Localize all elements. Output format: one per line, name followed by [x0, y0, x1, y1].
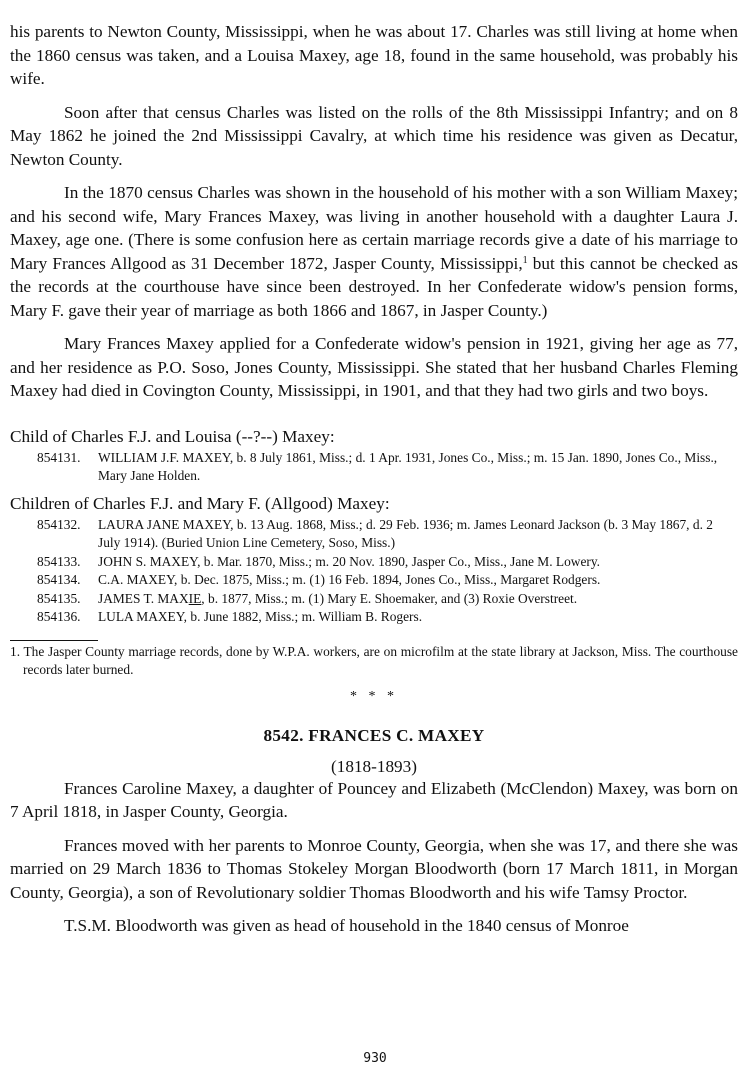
page-number: 930	[363, 1051, 387, 1066]
footnote-divider	[10, 640, 98, 641]
children-list	[37, 516, 738, 627]
entry-text: LAURA JANE MAXEY, b. 13 Aug. 1868, Miss.; d. 29 Feb. 1936; m. James Leonard Jackson (b. 3 May 1867, d. 2 July 1914). (Buried Union Line Cemetery, Soso, Miss.)	[98, 516, 713, 550]
section-title: 8542. FRANCES C. MAXEY	[263, 725, 485, 745]
entry-number: 854133.	[37, 553, 81, 569]
genealogy-entry	[37, 449, 738, 486]
genealogy-entry	[37, 553, 738, 572]
footnote: 1. The Jasper County marriage records, done by W.P.A. workers, are on microfilm at the state library at Jackson, Miss. The courthouse records later burned.	[10, 643, 738, 677]
entry-text: C.A. MAXEY, b. Dec. 1875, Miss.; m. (1) 16 Feb. 1894, Jones Co., Miss., Margaret Rodgers.	[98, 572, 601, 587]
body-paragraph: his parents to Newton County, Mississippi, when he was about 17. Charles was still living at home when the 1860 census was taken, and a Louisa Maxey, age 18, found in the same household, was probably his wife.	[10, 22, 738, 88]
entry-number: 854132.	[37, 516, 81, 532]
genealogy-entry	[37, 608, 738, 627]
genealogy-entry	[37, 516, 738, 553]
paragraph-text: In the 1870 census Charles was shown in the household of his mother with a son William Maxey; and his second wife, Mary Frances Maxey, was living in another household with a daughter Laura J. Maxey, age one. (There is some confusion here as certain marriage records give a date of his marriage to Mary Frances Allgood as 31 December 1872, Jasper County, Mississippi,	[10, 183, 738, 273]
entry-text: WILLIAM J.F. MAXEY, b. 8 July 1861, Miss.; d. 1 Apr. 1931, Jones Co., Miss.; m. 15 Jan. 1890, Jones Co., Miss., Mary Jane Holden.	[98, 449, 718, 483]
entry-text: JOHN S. MAXEY, b. Mar. 1870, Miss.; m. 20 Nov. 1890, Jasper Co., Miss., Jane M. Lowery.	[98, 553, 601, 569]
body-paragraph: Soon after that census Charles was listed on the rolls of the 8th Mississippi Infantry; and on 8 May 1862 he joined the 2nd Mississippi Cavalry, at which time his residence was given as Decatur, Newton County.	[10, 102, 738, 169]
entry-number: 854136.	[37, 609, 81, 624]
entry-number: 854134.	[37, 572, 81, 587]
underlined-text: IE	[188, 590, 202, 606]
section-separator: * * *	[350, 688, 398, 704]
body-paragraph	[10, 181, 738, 322]
entry-number: 854131.	[37, 449, 81, 465]
body-paragraph: Frances moved with her parents to Monroe County, Georgia, when she was 17, and there she was married on 29 March 1836 to Thomas Stokeley Morgan Bloodworth (born 17 March 1811, in Morgan County, Georgia), a son of Revolutionary soldier Thomas Bloodworth and his wife Tamsy Proctor.	[10, 835, 738, 902]
child-list	[37, 449, 738, 486]
child-list-heading: Child of Charles F.J. and Louisa (--?--) Maxey:	[10, 426, 335, 446]
entry-text	[98, 590, 738, 609]
paragraph-text: but this cannot be checked as the records at the courthouse have since been destroyed. In her Confederate widow's pension forms, Mary F. gave their year of marriage as both 1866 and 1867, in Jasper County.)	[10, 253, 738, 320]
genealogy-entry	[37, 590, 738, 609]
section-dates: (1818-1893)	[331, 756, 417, 776]
body-paragraph: T.S.M. Bloodworth was given as head of household in the 1840 census of Monroe	[64, 916, 629, 935]
document-page	[10, 0, 738, 938]
genealogy-entry	[37, 571, 738, 590]
entry-number: 854135.	[37, 590, 81, 606]
entry-text-part: JAMES T. MAX	[98, 590, 189, 606]
body-paragraph: Frances Caroline Maxey, a daughter of Pouncey and Elizabeth (McClendon) Maxey, was born on 7 April 1818, in Jasper County, Georgia.	[10, 778, 738, 821]
entry-text: LULA MAXEY, b. June 1882, Miss.; m. William B. Rogers.	[98, 609, 423, 624]
body-paragraph: Mary Frances Maxey applied for a Confederate widow's pension in 1921, giving her age as 77, and her residence as P.O. Soso, Jones County, Mississippi. She stated that her husband Charles Fleming Maxey had died in Covington County, Mississippi, in 1901, and that they had two girls and two boys.	[10, 334, 738, 400]
children-list-heading: Children of Charles F.J. and Mary F. (Allgood) Maxey:	[10, 493, 390, 513]
footnote-reference: 1	[522, 254, 528, 266]
entry-text-part: , b. 1877, Miss.; m. (1) Mary E. Shoemaker, and (3) Roxie Overstreet.	[201, 590, 578, 606]
